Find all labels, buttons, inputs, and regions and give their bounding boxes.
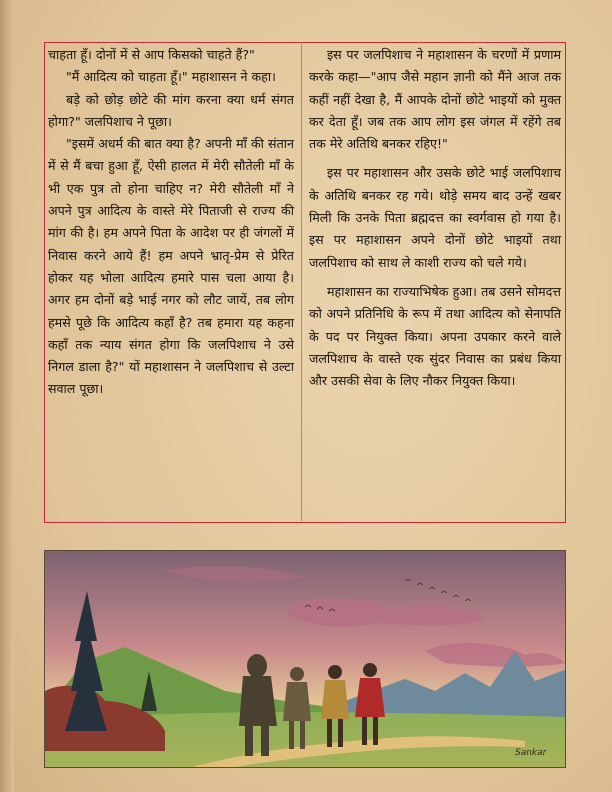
left-column xyxy=(48,44,294,401)
left-paragraph-3: बड़े को छोड़ छोटे की मांग करना क्या धर्म संगत होगा?" जलपिशाच ने पूछा। xyxy=(48,91,294,129)
illustration-scene xyxy=(45,551,566,768)
left-paragraph-2: "मैं आदित्य को चाहता हूँ।" महाशासन ने कहा। xyxy=(66,69,276,85)
column-divider xyxy=(301,44,302,521)
page-binding-edge xyxy=(0,0,14,792)
right-paragraph-3: महाशासन का राज्याभिषेक हुआ। तब उसने सोमदत्त को अपने प्रतिनिधि के रूप में तथा आदित्य को सेनापति के पद पर नियुक्त किया। अपना उपकार करने वाले जलपिशाच के वास्ते एक सुंदर निवास का प्रबंध किया और उसकी सेवा के लिए नौकर नियुक्त किया। xyxy=(309,283,561,389)
right-paragraph-1: इस पर जलपिशाच ने महाशासन के चरणों में प्रणाम करके कहा—"आप जैसे महान ज्ञानी को मैंने आज तक कहीं नहीं देखा है, मैं आपके दोनों छोटे भाइयों को मुक्त कर देता हूँ। जब तक आप लोग इस जंगल में रहेंगे तब तक मेरे अतिथि बनकर रहिए!" xyxy=(309,47,561,152)
right-column xyxy=(309,44,561,392)
left-paragraph-1: चाहता हूँ। दोनों में से आप किसको चाहते हैं?" xyxy=(48,47,255,62)
story-illustration xyxy=(44,550,566,768)
right-paragraph-2: इस पर महाशासन और उसके छोटे भाई जलपिशाच के अतिथि बनकर रह गये। थोड़े समय बाद उन्हें खबर मिली कि उनके पिता ब्रह्मदत्त का स्वर्गवास हो गया है। इस पर महाशासन अपने दोनों छोटे भाइयों तथा जलपिशाच को साथ ले काशी राज्य को चले गये। xyxy=(309,165,561,270)
left-paragraph-4: "इसमें अधर्म की बात क्या है? अपनी माँ की संतान में से मैं बचा हुआ हूँ, ऐसी हालत में मेरी सौतेली माँ के भी एक पुत्र तो होना चाहिए न? मेरी सौतेली माँ ने अपने पुत्र आदित्य के वास्ते मेरे पिताजी से राज्य की मांग की है। हम अपने पिता के आदेश पर ही जंगलों में निवास करने आये हैं! हम अपने भ्रातृ-प्रेम से प्रेरित होकर यह भोला आदित्य हमारे पास चला आया है। अगर हम दोनों बड़े भाई नगर को लौट जायें, तब लोग हमसे पूछे कि आदित्य कहाँ है? तब हमारा यह कहना कहाँ तक न्याय संगत होगा कि जलपिशाच ने उसे निगल डाला है?" यों महाशासन ने जलपिशाच से उल्टा सवाल पूछा। xyxy=(48,136,294,397)
artist-signature: Sankar xyxy=(515,748,547,758)
